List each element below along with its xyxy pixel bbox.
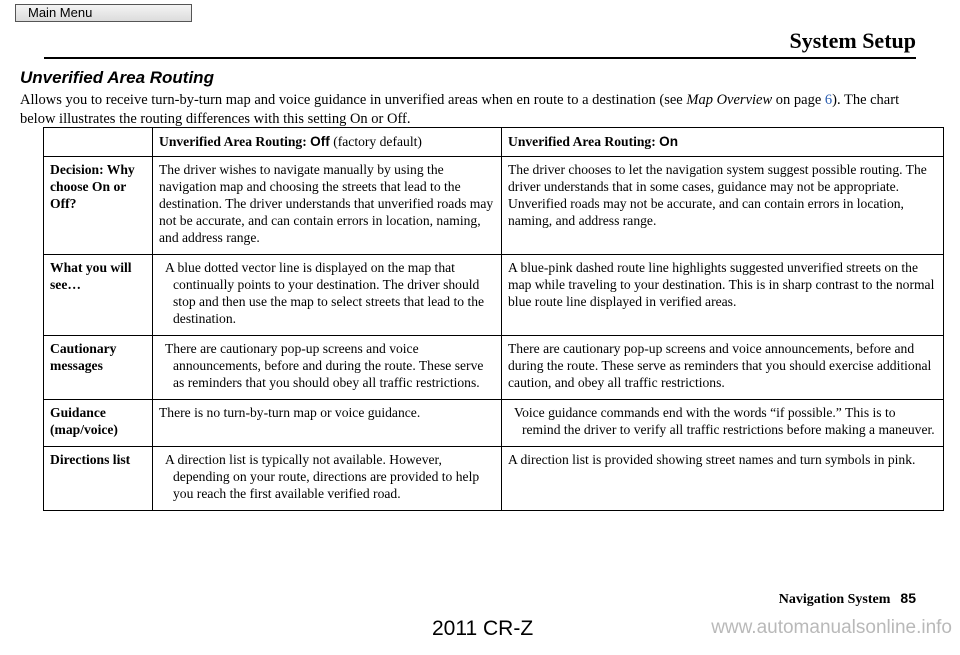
row-off-text: There are cautionary pop-up screens and voice announcements, before and during the route. These serve as reminders that you should obey all traffic restrictions. <box>165 341 484 390</box>
table-row <box>44 157 944 255</box>
row-on-cell: There are cautionary pop-up screens and voice announcements, before and during the route. These serve as reminders that you should exercise additional caution, and obey all traffic restrictions. <box>502 336 944 400</box>
header-off-value: Off <box>310 134 330 149</box>
header-off-note: (factory default) <box>329 134 422 149</box>
row-off-cell: There is no turn-by-turn map or voice guidance. <box>153 400 502 447</box>
row-off-text: A direction list is typically not available. However, depending on your route, directions are provided to help you reach the first available verified road. <box>165 452 480 501</box>
model-label: 2011 CR-Z <box>432 617 534 640</box>
footer-nav <box>779 590 916 608</box>
row-off-cell <box>153 336 502 400</box>
table-header-on <box>502 128 944 157</box>
row-label: Guidance (map/voice) <box>44 400 153 447</box>
table-row <box>44 336 944 400</box>
intro-text-mid: on page <box>772 92 825 108</box>
table-row <box>44 400 944 447</box>
header-divider <box>44 57 916 59</box>
table-header-row <box>44 128 944 157</box>
row-on-text: Voice guidance commands end with the words “if possible.” This is to remind the driver to verify all traffic restrictions before making a maneuver. <box>514 405 935 437</box>
intro-paragraph <box>20 91 920 129</box>
row-label: Directions list <box>44 447 153 511</box>
row-off-text: A blue dotted vector line is displayed on the map that continually points to your destination. The driver should stop and then use the map to select streets that lead to the destination. <box>165 260 485 326</box>
row-off-cell <box>153 255 502 336</box>
watermark: www.automanualsonline.info <box>711 617 952 638</box>
intro-text-after: ). The chart below illustrates the routing differences with this setting On or Off. <box>20 92 900 127</box>
header-on-label: Unverified Area Routing: <box>508 134 660 149</box>
page-link[interactable]: 6 <box>824 92 833 108</box>
row-on-cell: The driver chooses to let the navigation system suggest possible routing. The driver understands that in some cases, guidance may not be appropriate. Unverified roads may not be accurate, and can contain errors in location, naming, and address range. <box>502 157 944 255</box>
header-on-value: On <box>659 134 679 149</box>
page-number: 85 <box>900 590 916 606</box>
comparison-table <box>43 127 944 511</box>
intro-text-before: Allows you to receive turn-by-turn map and voice guidance in unverified areas when en route to a destination (see <box>20 92 687 108</box>
row-on-cell <box>502 400 944 447</box>
row-on-cell: A blue-pink dashed route line highlights suggested unverified streets on the map while traveling to your destination. This is in sharp contrast to the normal blue route line displayed in verified areas. <box>502 255 944 336</box>
table-header-off <box>153 128 502 157</box>
header-off-label: Unverified Area Routing: <box>159 134 311 149</box>
row-label: What you will see… <box>44 255 153 336</box>
footer-section-name: Navigation System <box>778 592 891 607</box>
row-label: Cautionary messages <box>44 336 153 400</box>
table-row <box>44 255 944 336</box>
row-label: Decision: Why choose On or Off? <box>44 157 153 255</box>
row-off-cell <box>153 447 502 511</box>
main-menu-button[interactable]: Main Menu <box>15 4 192 22</box>
table-header-blank <box>44 128 153 157</box>
intro-reference: Map Overview <box>686 92 773 108</box>
page-title: System Setup <box>789 28 916 53</box>
table-row <box>44 447 944 511</box>
row-on-cell: A direction list is provided showing street names and turn symbols in pink. <box>502 447 944 511</box>
row-off-cell: The driver wishes to navigate manually by using the navigation map and choosing the streets that lead to the destination. The driver understands that unverified roads may not be accurate, and can contain errors in location, naming, and address range. <box>153 157 502 255</box>
section-title: Unverified Area Routing <box>20 68 214 87</box>
